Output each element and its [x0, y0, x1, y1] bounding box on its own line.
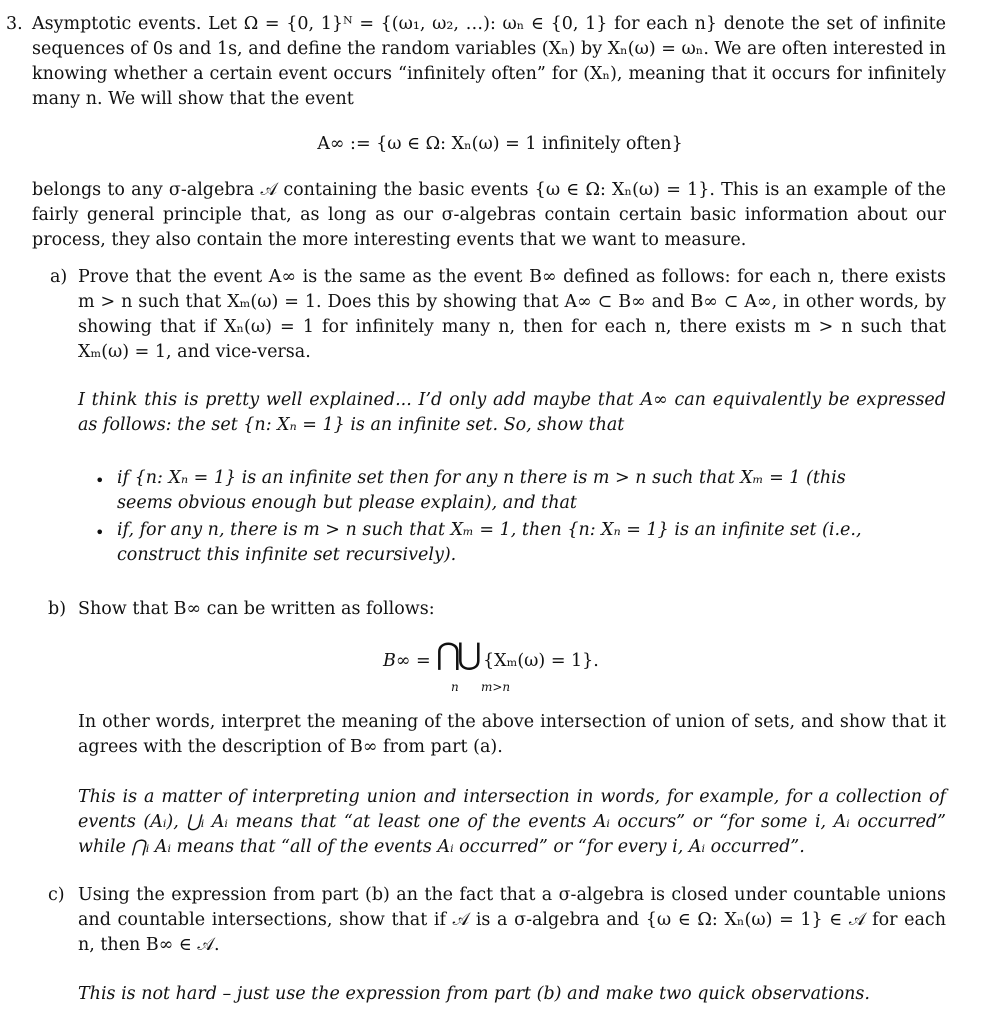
- union-subscript: m>n: [481, 680, 511, 694]
- part-b-label: b): [48, 599, 67, 619]
- b-infinity-formula: [383, 637, 683, 695]
- part-a-text: Prove that the event A∞ is the same as the event B∞ defined as follows: for each n, there exists m > n such that Xₘ(ω) = 1. Does this by showing that A∞ ⊂ B∞ and B∞ ⊂ A∞, in other words, by showing that if Xₙ(ω) = 1 for infinitely many n, then for each n, there exists m > n such that Xₘ(ω) = 1, and vice-versa.: [78, 267, 946, 362]
- part-a-bullet-2: if, for any n, there is m > n such that Xₘ = 1, then {n: Xₙ = 1} is an infinite set (i.e., construct this infinite set recursively).: [117, 520, 862, 565]
- problem-intro: Asymptotic events. Let Ω = {0, 1}ᴺ = {(ω₁, ω₂, …): ωₙ ∈ {0, 1} for each n} denote the set of infinite sequences of 0s and 1s, and define the random variables (Xₙ) by Xₙ(ω) = ωₙ. We are often interested in knowing whether a certain event occurs “infinitely often” for (Xₙ), meaning that it occurs for infinitely many n. We will show that the event: [32, 14, 946, 109]
- part-b-text: Show that B∞ can be written as follows:: [78, 599, 435, 619]
- part-b-after: In other words, interpret the meaning of the above intersection of union of sets, and show that it agrees with the description of B∞ from part (a).: [78, 712, 946, 757]
- part-a-comment: I think this is pretty well explained... I’d only add maybe that A∞ can equivalently be expressed as follows: the set {n: Xₙ = 1} is an infinite set. So, show that: [78, 390, 946, 435]
- part-c-label: c): [48, 885, 65, 905]
- problem-number: 3.: [6, 14, 23, 34]
- intersection-subscript: n: [451, 680, 459, 694]
- part-c-text: Using the expression from part (b) an the fact that a σ-algebra is closed under countable unions and countable intersections, show that if 𝒜 is a σ-algebra and {ω ∈ Ω: Xₙ(ω) = 1} ∈ 𝒜 for each n, then B∞ ∈ 𝒜.: [78, 885, 946, 955]
- problem-continuation: belongs to any σ-algebra 𝒜 containing the basic events {ω ∈ Ω: Xₙ(ω) = 1}. This is an example of the fairly general principle that, as long as our σ-algebras contain certain basic information about our process, they also contain the more interesting events that we want to measure.: [32, 180, 946, 250]
- bullet-dot: •: [95, 471, 105, 490]
- big-intersection-symbol: ⋂: [436, 637, 461, 672]
- part-c-comment: This is not hard – just use the expression from part (b) and make two quick observations.: [78, 984, 870, 1004]
- big-union-symbol: ⋃: [457, 637, 482, 672]
- bullet-dot: •: [95, 523, 105, 542]
- formula-rhs: {Xₘ(ω) = 1}.: [483, 651, 599, 671]
- formula-lhs: B∞ =: [383, 651, 431, 671]
- part-a-label: a): [50, 267, 68, 287]
- part-a-bullet-1: if {n: Xₙ = 1} is an infinite set then for any n there is m > n such that Xₘ = 1 (this seems obvious enough but please explain), and that: [117, 468, 846, 513]
- display-event-definition: A∞ := {ω ∈ Ω: Xₙ(ω) = 1 infinitely often}: [317, 134, 683, 154]
- part-b-comment: This is a matter of interpreting union and intersection in words, for example, for a collection of events (Aᵢ), ⋃ᵢ Aᵢ means that “at least one of the events Aᵢ occurs” or “for some i, Aᵢ occurred” while ⋂ᵢ Aᵢ means that “all of the events Aᵢ occurred” or “for every i, Aᵢ occurred”.: [78, 787, 946, 857]
